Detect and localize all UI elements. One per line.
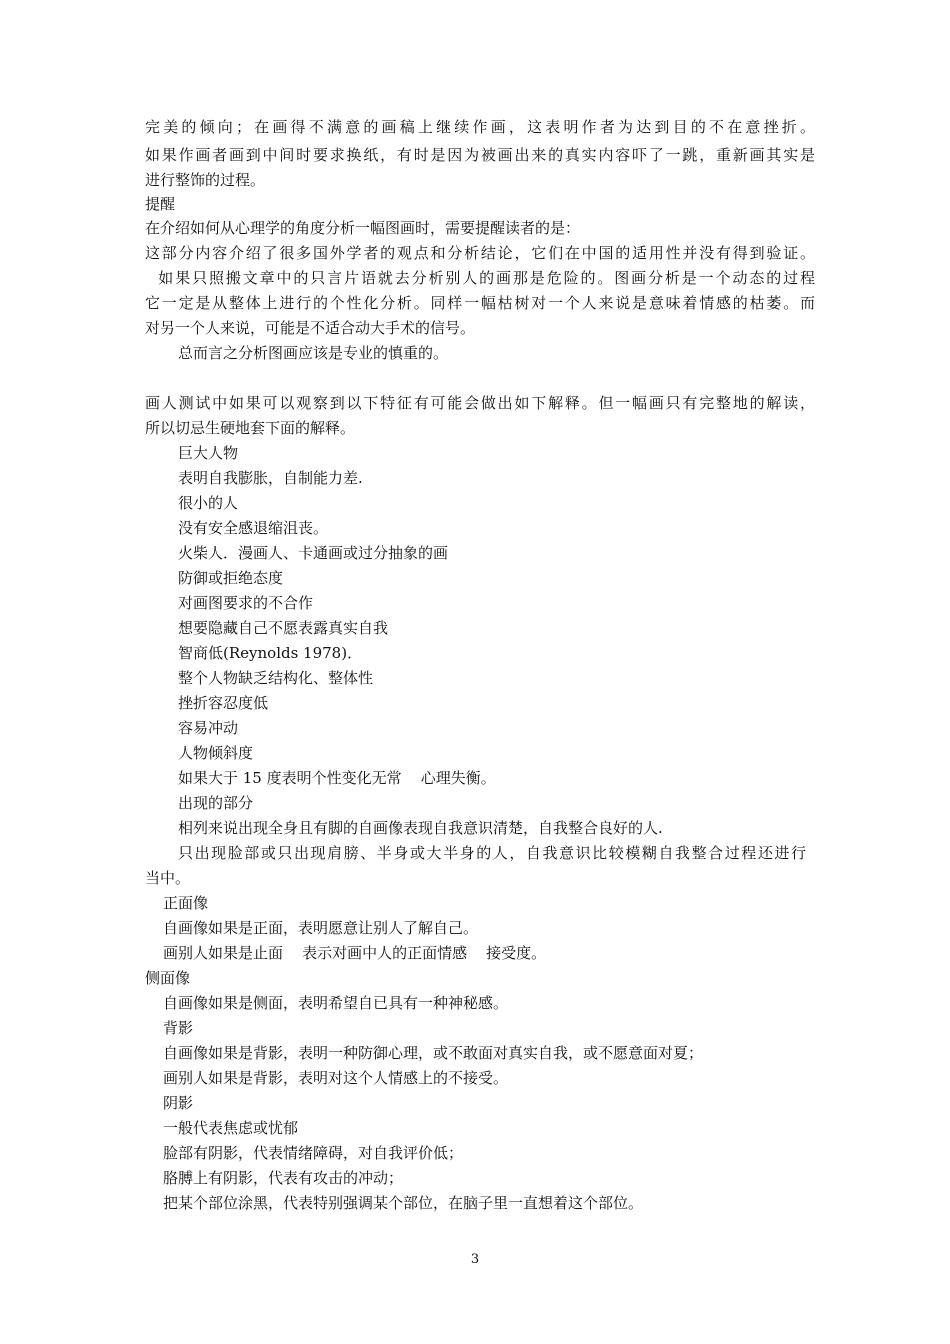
list-item: 人物倾斜度 (178, 744, 254, 762)
list-item: 对画图要求的不合作 (178, 594, 314, 612)
list-item: 画别人如果是背影，表明对这个人情感上的不接受。 (163, 1069, 509, 1087)
heading: 侧面像 (145, 969, 191, 987)
text-line: 这部分内容介绍了很多国外学者的观点和分析结论，它们在中国的适用性并没有得到验证。 (145, 244, 815, 262)
text-line: 画人测试中如果可以观察到以下特征有可能会做出如下解释。但一幅画只有完整地的解读， (145, 394, 815, 412)
list-item: 出现的部分 (178, 794, 254, 812)
list-item: 自画像如果是正面，表明愿意让别人了解自己。 (163, 919, 479, 937)
heading: 阴影 (163, 1094, 194, 1112)
list-item: 胳膊上有阴影，代表有攻击的冲动； (163, 1169, 404, 1187)
heading: 正面像 (163, 894, 209, 912)
list-item: 火柴人．漫画人、卡通画或过分抽象的画 (178, 544, 449, 562)
text-line: 所以切忌生硬地套下面的解释。 (145, 419, 356, 437)
list-item: 容易冲动 (178, 719, 239, 737)
heading: 提醒 (145, 195, 176, 213)
text-line: 完美的倾向；在画得不满意的画稿上继续作画，这表明作者为达到目的不在意挫折。 (145, 118, 815, 136)
list-item: 自画像如果是侧面，表明希望自已具有一种神秘感。 (163, 994, 509, 1012)
list-item: 智商低(Reynolds 1978)． (178, 644, 363, 662)
text-line: 总而言之分析图画应该是专业的慎重的。 (178, 344, 449, 362)
list-item: 把某个部位涂黑，代表特别强调某个部位，在脑子里一直想着这个部位。 (163, 1194, 644, 1212)
text-line: 如果作画者画到中间时要求换纸，有时是因为被画出来的真实内容吓了一跳，重新画其实是 (145, 146, 815, 164)
list-item: 相列来说出现全身且有脚的自画像表现自我意识清楚，自我整合良好的人. (178, 819, 663, 837)
list-item: 防御或拒绝态度 (178, 569, 284, 587)
text-line: 进行整饰的过程。 (145, 171, 266, 189)
list-item: 想要隐藏自己不愿表露真实自我 (178, 619, 389, 637)
list-item: 很小的人 (178, 494, 239, 512)
list-item: 自画像如果是背影，表明一种防御心理，或不敢面对真实自我，或不愿意面对夏； (163, 1044, 704, 1062)
text-line: 如果只照搬文章中的只言片语就去分析别人的画那是危险的。图画分析是一个动态的过程 (145, 269, 815, 287)
page-number: 3 (470, 1252, 480, 1267)
text-line: 对另一个人来说，可能是不适合动大手术的信号。 (145, 319, 476, 337)
text-line: 当中。 (145, 869, 191, 887)
list-item: 一般代表焦虑或忧郁 (163, 1119, 299, 1137)
list-item: 画别人如果是止面 表示对画中人的正面情感 接受度。 (163, 944, 547, 962)
text-line: 它一定是从整体上进行的个性化分析。同样一幅枯树对一个人来说是意味着情感的枯萎。而 (145, 294, 815, 312)
list-item: 表明自我膨胀，自制能力差. (178, 469, 363, 487)
list-item: 巨大人物 (178, 444, 239, 462)
list-item: 脸部有阴影，代表情绪障碍，对自我评价低； (163, 1144, 464, 1162)
list-item: 只出现脸部或只出现肩膀、半身或大半身的人，自我意识比较模糊自我整合过程还进行 (178, 844, 806, 862)
list-item: 没有安全感退缩沮丧。 (178, 519, 329, 537)
list-item: 整个人物缺乏结构化、整体性 (178, 669, 374, 687)
list-item: 如果大于 15 度表明个性变化无常 心理失衡。 (178, 769, 496, 787)
list-item: 挫折容忍度低 (178, 694, 269, 712)
text-line: 在介绍如何从心理学的角度分析一幅图画时，需要提醒读者的是： (145, 219, 581, 237)
heading: 背影 (163, 1019, 194, 1037)
